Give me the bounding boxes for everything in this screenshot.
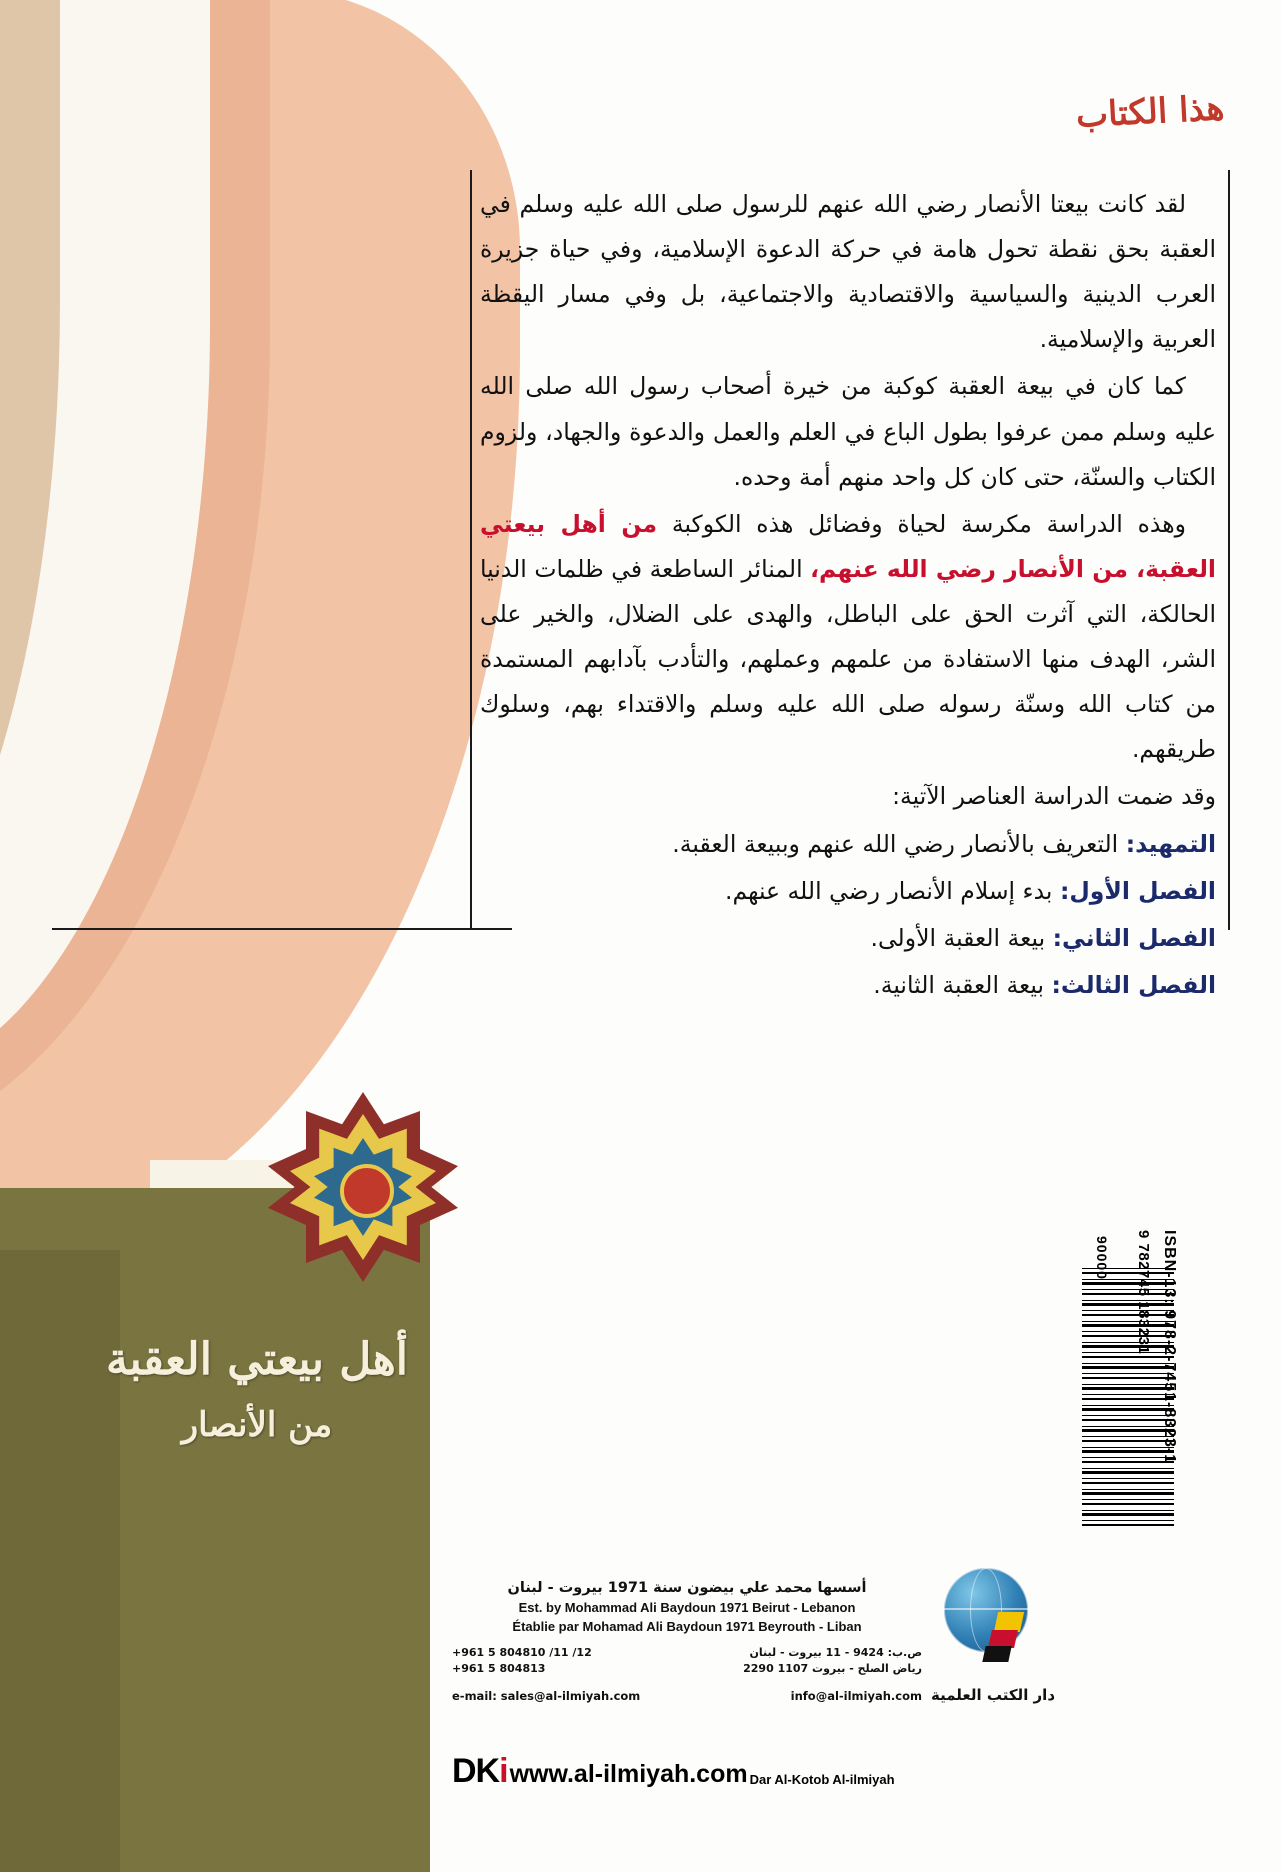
globe-equator-icon bbox=[944, 1608, 1028, 1610]
publisher-founder-french: Établie par Mohamad Ali Baydoun 1971 Beyrouth - Liban bbox=[512, 1618, 862, 1634]
spine-title-line-1: أهل بيعتي العقبة bbox=[105, 1334, 409, 1385]
highlight-red-phrase: من أهل بيعتي العقبة، من الأنصار رضي الله عنهم، bbox=[480, 509, 1216, 583]
blurb-frame-bottom-rule bbox=[52, 928, 512, 930]
publisher-email-info[interactable]: info@al-ilmiyah.com bbox=[790, 1688, 922, 1703]
blurb-paragraph-highlight bbox=[480, 502, 1216, 773]
publisher-founder-english: Est. by Mohammad Ali Baydoun 1971 Beirut - Lebanon bbox=[518, 1600, 856, 1615]
contents-item-3-label: الفصل الثالث: bbox=[1051, 970, 1216, 999]
publisher-emails bbox=[452, 1686, 922, 1705]
publisher-email-sales[interactable]: e-mail: sales@al-ilmiyah.com bbox=[452, 1688, 641, 1703]
contents-item-2 bbox=[480, 916, 1216, 961]
barcode-isbn-label: ISBN-13: bbox=[1161, 1230, 1178, 1305]
publisher-website-row bbox=[452, 1752, 922, 1791]
blurb-text bbox=[480, 182, 1216, 1010]
barcode-ean-digits: 9 782745 183231 bbox=[1135, 1230, 1152, 1355]
star-core-icon bbox=[340, 1164, 394, 1218]
dki-logo: DKi bbox=[452, 1752, 508, 1790]
spine-title-line-2: من الأنصار bbox=[181, 1405, 333, 1446]
blurb-paragraph-1: لقد كانت بيعتا الأنصار رضي الله عنهم للرسول صلى الله عليه وسلم في العقبة بحق نقطة تحول هامة في حركة الدعوة الإسلامية، وفي حياة جزيرة العرب الدينية والسياسية والاقتصادية والاجتماعية، بل وفي مسار اليقظة العربية والإسلامية. bbox=[480, 190, 1216, 354]
publisher-contact-right bbox=[743, 1645, 922, 1678]
flag-black-icon bbox=[982, 1646, 1011, 1662]
islamic-star-ornament-icon bbox=[268, 1092, 458, 1282]
contents-item-0-text: التعريف بالأنصار رضي الله عنهم وببيعة العقبة. bbox=[672, 829, 1126, 858]
page-title-calligraphy: هذا الكتاب bbox=[1074, 88, 1225, 136]
contents-intro: وقد ضمت الدراسة العناصر الآتية: bbox=[892, 782, 1216, 811]
publisher-founder-arabic: أسسها محمد علي بيضون سنة 1971 بيروت - لبنان bbox=[507, 1580, 867, 1596]
contents-item-3 bbox=[480, 963, 1216, 1008]
highlight-lead: وهذه الدراسة مكرسة لحياة وفضائل هذه الكوكبة bbox=[657, 509, 1186, 538]
contents-item-1 bbox=[480, 869, 1216, 914]
publisher-fax: +961 5 804813 bbox=[452, 1662, 546, 1676]
publisher-address-line-2: رياض الصلح - بيروت 1107 2290 bbox=[743, 1662, 922, 1676]
publisher-address-line-1: ص.ب: 9424 - 11 بيروت - لبنان bbox=[749, 1645, 922, 1659]
publisher-contact-left bbox=[452, 1645, 592, 1678]
publisher-brand-long: Dar Al-Kotob Al-ilmiyah bbox=[749, 1772, 895, 1787]
barcode-isbn bbox=[1160, 1230, 1178, 1464]
publisher-logo-caption: دار الكتب العلمية bbox=[930, 1686, 1056, 1704]
publisher-block bbox=[452, 1580, 922, 1705]
globe-logo-icon bbox=[938, 1568, 1046, 1676]
contents-item-0 bbox=[480, 822, 1216, 867]
barcode-isbn-value: 978-2-7451-8323-1 bbox=[1161, 1310, 1178, 1465]
contents-item-1-label: الفصل الأول: bbox=[1059, 876, 1216, 905]
publisher-phone: +961 5 804810 /11 /12 bbox=[452, 1645, 592, 1659]
contents-item-0-label: التمهيد: bbox=[1125, 829, 1216, 858]
spine-title bbox=[92, 1330, 422, 1449]
dki-logo-i: i bbox=[499, 1752, 508, 1790]
flag-yellow-icon bbox=[994, 1612, 1024, 1632]
publisher-website[interactable]: www.al-ilmiyah.com bbox=[509, 1760, 748, 1788]
highlight-rest: المنائر الساطعة في ظلمات الدنيا الحالكة، التي آثرت الحق على الباطل، والهدى على الضلال، والخير على الشر، الهدف منها الاستفادة من علمهم وعملهم، والتأدب بآدابهم المستمدة من كتاب الله وسنّة رسوله صلى الله عليه وسلم والاقتداء بهم، وسلوك طريقهم. bbox=[480, 554, 1216, 764]
contents-item-1-text: بدء إسلام الأنصار رضي الله عنهم. bbox=[725, 876, 1060, 905]
contents-item-2-text: بيعة العقبة الأولى. bbox=[870, 923, 1053, 952]
contents-item-3-text: بيعة العقبة الثانية. bbox=[873, 970, 1052, 999]
blurb-paragraph-2: كما كان في بيعة العقبة كوكبة من خيرة أصحاب رسول الله صلى الله عليه وسلم ممن عرفوا بطول الباع في العلم والعمل والدعوة والجهاد، ولزوم الكتاب والسنّة، حتى كان كل واحد منهم أمة وحده. bbox=[480, 372, 1216, 491]
barcode-addon: 90000 bbox=[1094, 1236, 1110, 1280]
publisher-contact bbox=[452, 1645, 922, 1678]
contents-item-2-label: الفصل الثاني: bbox=[1052, 923, 1216, 952]
